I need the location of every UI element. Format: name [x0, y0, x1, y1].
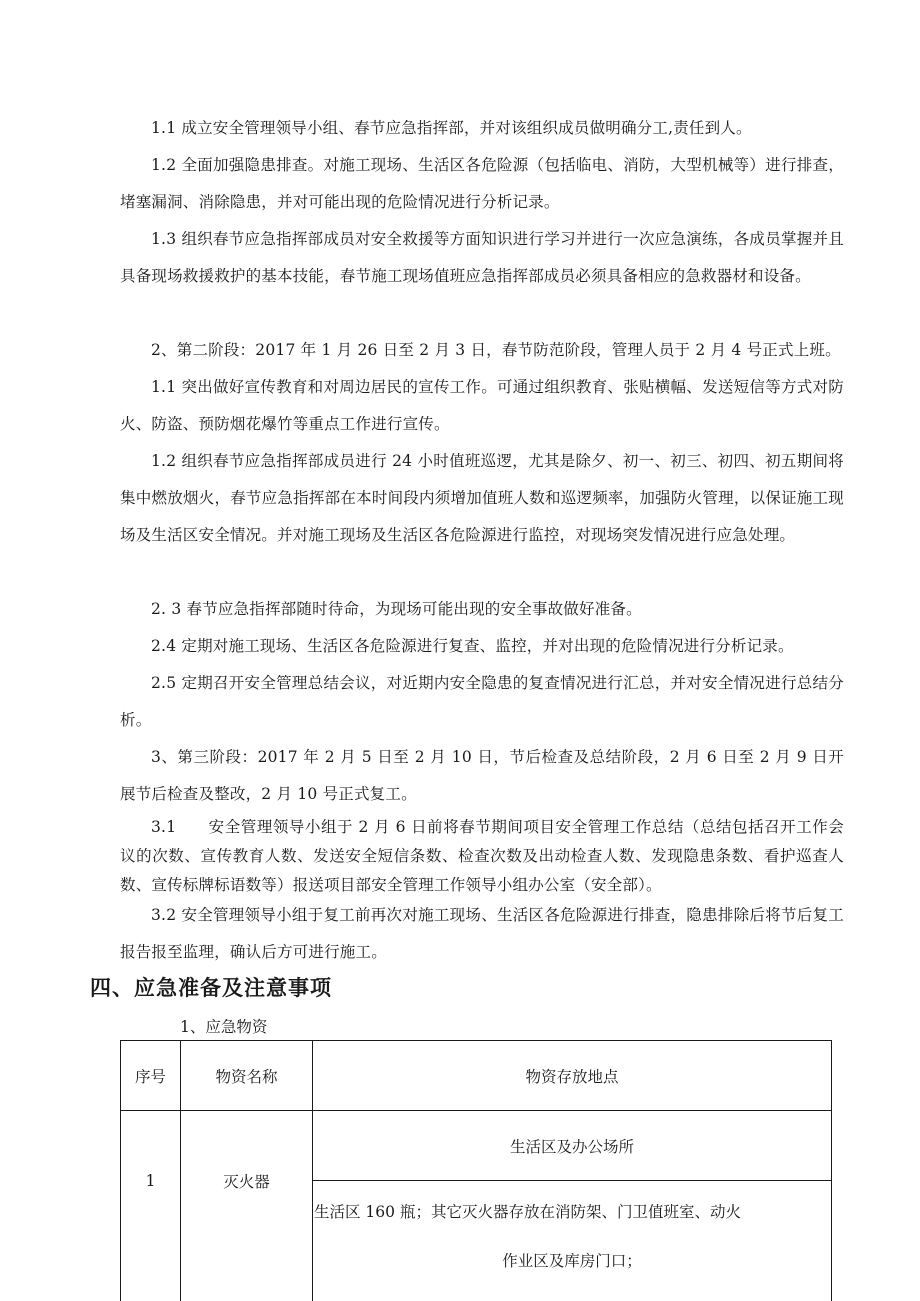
paragraph-stage-3: 3、第三阶段：2017 年 2 月 5 日至 2 月 10 日，节后检查及总结阶段，2 月 6 日至 2 月 9 日开展节后检查及整改，2 月 10 号正式复工。 [120, 748, 844, 803]
header-item-name: 物资名称 [215, 1067, 278, 1086]
row-item-name: 灭火器 [223, 1173, 270, 1191]
header-serial: 序号 [134, 1067, 166, 1086]
paragraph-3-2: 3.2 安全管理领导小组于复工前再次对施工现场、生活区各危险源进行排查，隐患排除后将节后复工报告报至监理，确认后方可进行施工。 [120, 906, 844, 961]
row-location-line1: 生活区 160 瓶；其它灭火器存放在消防架、门卫值班室、动火 [314, 1203, 741, 1221]
row-location-title: 生活区及办公场所 [509, 1137, 634, 1156]
row-serial: 1 [145, 1172, 156, 1190]
paragraph-2-1-2: 1.2 组织春节应急指挥部成员进行 24 小时值班巡逻，尤其是除夕、初一、初三、初四、初五期间将集中燃放烟火，春节应急指挥部在本时间段内须增加值班人数和巡逻频率，加强防火管理，以保证施工现场及生活区安全情况。并对施工现场及生活区各危险源进行监控，对现场突发情况进行应急处理。 [120, 452, 844, 544]
paragraph-1-1: 1.1 成立安全管理领导小组、春节应急指挥部，并对该组织成员做明确分工,责任到人。 [151, 119, 752, 137]
header-storage-location: 物资存放地点 [525, 1067, 619, 1086]
row-location-line2: 作业区及库房门口； [502, 1252, 642, 1270]
paragraph-3-1: 3.1 安全管理领导小组于 2 月 6 日前将春节期间项目安全管理工作总结（总结包括召开工作会议的次数、宣传教育人数、发送安全短信条数、检查次数及出动检查人数、发现隐患条数、看护巡查人数、宣传标牌标语数等）报送项目部安全管理工作领导小组办公室（安全部）。 [120, 818, 844, 894]
paragraph-2-1-1: 1.1 突出做好宣传教育和对周边居民的宣传工作。可通过组织教育、张贴横幅、发送短信等方式对防火、防盗、预防烟花爆竹等重点工作进行宣传。 [120, 378, 844, 433]
section-heading: 四、应急准备及注意事项 [90, 976, 332, 1000]
paragraph-stage-2: 2、第二阶段：2017 年 1 月 26 日至 2 月 3 日，春节防范阶段，管理人员于 2 月 4 号正式上班。 [151, 341, 841, 359]
table-caption: 1、应急物资 [180, 1018, 268, 1036]
paragraph-1-3: 1.3 组织春节应急指挥部成员对安全救援等方面知识进行学习并进行一次应急演练，各成员掌握并且具备现场救援救护的基本技能，春节施工现场值班应急指挥部成员必须具备相应的急救器材和设备。 [120, 230, 844, 285]
paragraph-2-5: 2.5 定期召开安全管理总结会议，对近期内安全隐患的复查情况进行汇总，并对安全情况进行总结分析。 [120, 674, 844, 729]
supplies-table [120, 1040, 832, 1301]
paragraph-2-3: 2. 3 春节应急指挥部随时待命，为现场可能出现的安全事故做好准备。 [151, 600, 642, 618]
paragraph-1-2: 1.2 全面加强隐患排查。对施工现场、生活区各危险源（包括临电、消防，大型机械等）进行排查，堵塞漏洞、消除隐患，并对可能出现的危险情况进行分析记录。 [120, 156, 844, 211]
paragraph-2-4: 2.4 定期对施工现场、生活区各危险源进行复查、监控，并对出现的危险情况进行分析记录。 [151, 637, 794, 655]
table-border-right [831, 1040, 832, 1301]
